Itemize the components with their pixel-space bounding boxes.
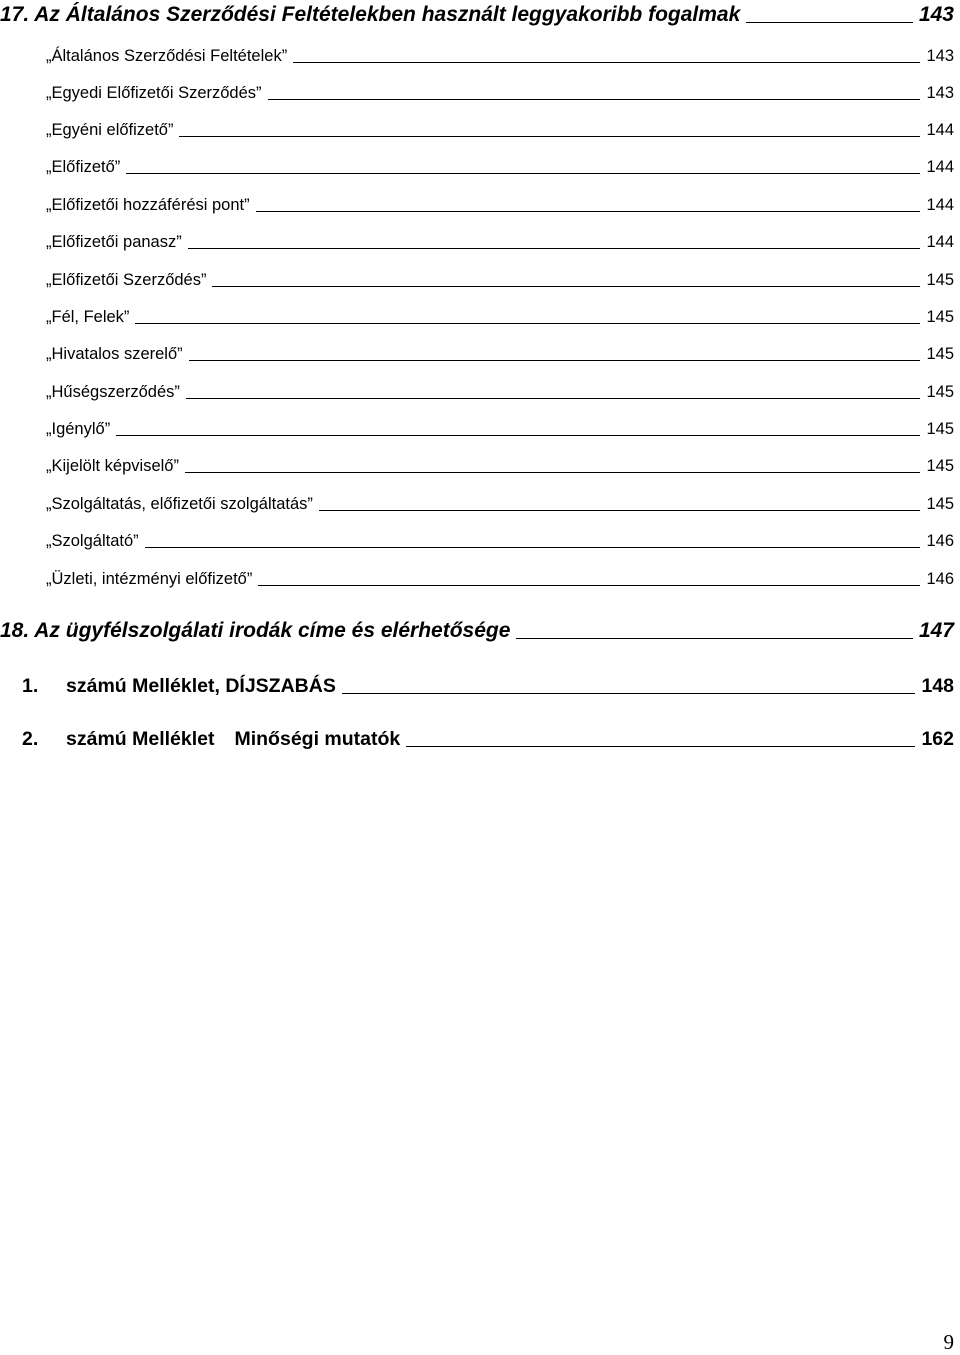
page-number: 9: [943, 1330, 954, 1354]
toc-page-number: 145: [926, 271, 954, 289]
toc-page-number: 145: [926, 308, 954, 326]
toc-term-entry[interactable]: [46, 155, 954, 177]
toc-appendix-number: 1.: [22, 675, 39, 697]
toc-term-label: „Előfizetői hozzáférési pont”: [46, 196, 250, 214]
toc-term-label: „Hivatalos szerelő”: [46, 345, 183, 363]
toc-page-number: 144: [926, 121, 954, 139]
toc-leader: [342, 693, 916, 694]
toc-leader: [188, 248, 921, 249]
toc-leader: [319, 510, 921, 511]
toc-term-entry[interactable]: [46, 529, 954, 551]
toc-leader: [186, 398, 921, 399]
toc-page-number: 145: [926, 457, 954, 475]
toc-term-label: „Egyedi Előfizetői Szerződés”: [46, 84, 262, 102]
toc-leader: [256, 211, 921, 212]
toc-leader: [179, 136, 920, 137]
toc-leader: [746, 22, 913, 23]
toc-term-entry[interactable]: [46, 81, 954, 103]
toc-term-entry[interactable]: [46, 417, 954, 439]
toc-term-entry[interactable]: [46, 567, 954, 589]
toc-term-label: „Szolgáltató”: [46, 532, 139, 550]
toc-term-label: „Üzleti, intézményi előfizető”: [46, 570, 253, 588]
toc-term-label: „Előfizető”: [46, 158, 121, 176]
toc-term-entry[interactable]: [46, 492, 954, 514]
toc-section-17[interactable]: [0, 1, 954, 27]
toc-term-label: „Hűségszerződés”: [46, 383, 180, 401]
toc-appendix-1[interactable]: [22, 673, 954, 698]
toc-leader: [406, 746, 915, 747]
toc-leader: [212, 286, 920, 287]
toc-term-label: „Igénylő”: [46, 420, 111, 438]
toc-appendix-subtitle: Minőségi mutatók: [234, 728, 401, 750]
toc-term-label: „Előfizetői Szerződés”: [46, 271, 207, 289]
toc-section-title: 17. Az Általános Szerződési Feltételekben használt leggyakoribb fogalmak: [0, 3, 741, 26]
toc-page-number: 145: [926, 495, 954, 513]
toc-leader: [268, 99, 921, 100]
toc-term-entry[interactable]: [46, 342, 954, 364]
toc-appendix-title: számú Melléklet: [66, 728, 215, 750]
toc-term-entry[interactable]: [46, 268, 954, 290]
toc-page-number: 144: [926, 196, 954, 214]
toc-page-number: 148: [921, 675, 954, 697]
toc-leader: [116, 435, 920, 436]
toc-page-number: 143: [918, 3, 954, 26]
toc-term-entry[interactable]: [46, 230, 954, 252]
toc-page-number: 146: [926, 570, 954, 588]
toc-section-title: 18. Az ügyfélszolgálati irodák címe és elérhetősége: [0, 619, 511, 642]
toc-appendix-number: 2.: [22, 728, 39, 750]
toc-leader: [135, 323, 920, 324]
toc-term-entry[interactable]: [46, 193, 954, 215]
toc-term-entry[interactable]: [46, 118, 954, 140]
toc-page-number: 146: [926, 532, 954, 550]
toc-term-label: „Szolgáltatás, előfizetői szolgáltatás”: [46, 495, 313, 513]
toc-term-entry[interactable]: [46, 305, 954, 327]
toc-page-number: 145: [926, 383, 954, 401]
toc-term-label: „Előfizetői panasz”: [46, 233, 182, 251]
toc-leader: [293, 62, 920, 63]
toc-page-number: 145: [926, 345, 954, 363]
toc-term-entry[interactable]: [46, 380, 954, 402]
toc-page-number: 147: [918, 619, 954, 642]
toc-page-number: 144: [926, 233, 954, 251]
toc-page-number: 143: [926, 84, 954, 102]
toc-page-number: 144: [926, 158, 954, 176]
toc-leader: [185, 472, 921, 473]
toc-leader: [516, 638, 913, 639]
toc-appendix-title: számú Melléklet, DÍJSZABÁS: [66, 675, 336, 697]
toc-page-number: 162: [921, 728, 954, 750]
toc-term-entry[interactable]: [46, 454, 954, 476]
toc-leader: [126, 173, 920, 174]
toc-section-18[interactable]: [0, 617, 954, 643]
toc-appendix-2[interactable]: [22, 726, 954, 751]
toc-term-label: „Egyéni előfizető”: [46, 121, 174, 139]
toc-leader: [145, 547, 921, 548]
toc-page-number: 143: [926, 47, 954, 65]
toc-leader: [189, 360, 921, 361]
toc-term-label: „Általános Szerződési Feltételek”: [46, 47, 288, 65]
toc-term-label: „Kijelölt képviselő”: [46, 457, 179, 475]
toc-page-number: 145: [926, 420, 954, 438]
toc-leader: [258, 585, 920, 586]
toc-term-entry[interactable]: [46, 44, 954, 66]
toc-term-label: „Fél, Felek”: [46, 308, 130, 326]
